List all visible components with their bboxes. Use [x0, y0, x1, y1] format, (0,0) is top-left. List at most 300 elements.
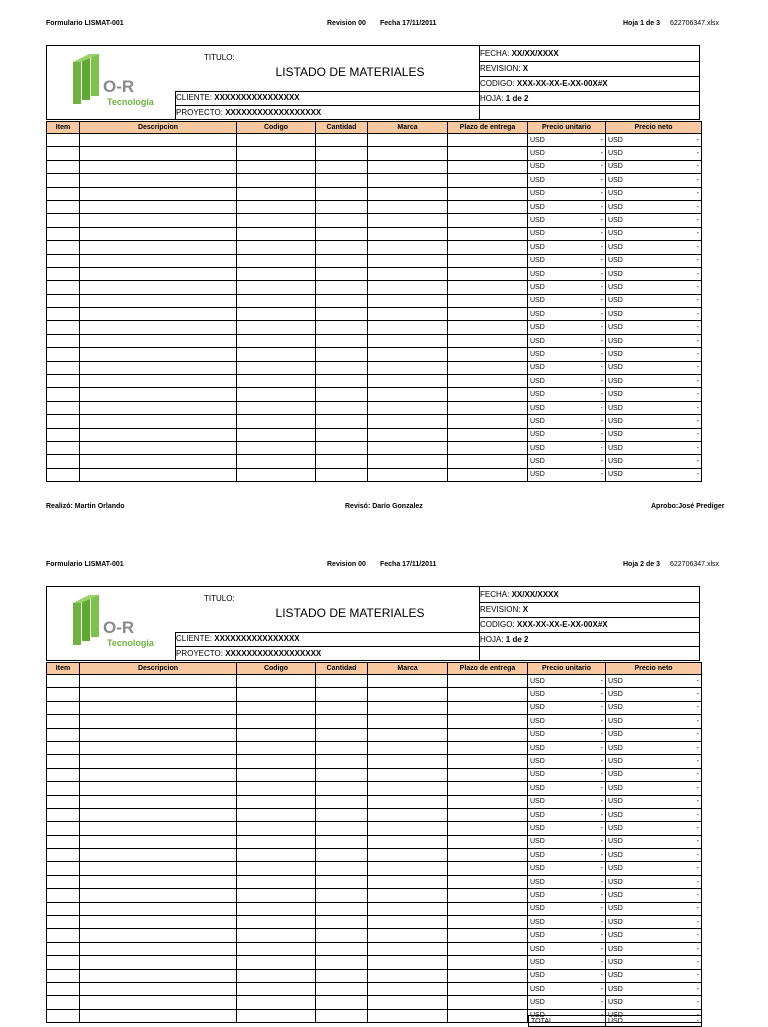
table-cell[interactable]	[47, 428, 80, 441]
table-cell[interactable]	[448, 849, 528, 862]
table-cell[interactable]	[316, 768, 368, 781]
table-cell[interactable]	[316, 675, 368, 688]
table-cell[interactable]: USD -	[528, 348, 606, 361]
table-cell[interactable]: USD -	[528, 147, 606, 160]
table-cell[interactable]	[237, 741, 316, 754]
table-cell[interactable]: USD -	[528, 455, 606, 468]
table-cell[interactable]: USD -	[528, 361, 606, 374]
table-cell[interactable]: USD -	[528, 227, 606, 240]
table-cell[interactable]	[316, 308, 368, 321]
table-cell[interactable]	[80, 388, 237, 401]
table-cell[interactable]	[47, 916, 80, 929]
table-cell[interactable]	[47, 782, 80, 795]
table-cell[interactable]: USD -	[606, 375, 702, 388]
table-cell[interactable]	[368, 254, 448, 267]
table-cell[interactable]	[237, 147, 316, 160]
table-cell[interactable]	[448, 969, 528, 982]
table-cell[interactable]: USD -	[528, 187, 606, 200]
table-cell[interactable]	[368, 1009, 448, 1022]
table-cell[interactable]	[47, 254, 80, 267]
table-cell[interactable]: USD -	[606, 281, 702, 294]
table-cell[interactable]	[47, 147, 80, 160]
table-cell[interactable]: USD -	[528, 916, 606, 929]
table-cell[interactable]	[80, 214, 237, 227]
table-cell[interactable]	[368, 969, 448, 982]
table-cell[interactable]: USD -	[528, 942, 606, 955]
table-cell[interactable]	[47, 835, 80, 848]
table-cell[interactable]	[80, 160, 237, 173]
table-cell[interactable]	[47, 348, 80, 361]
table-cell[interactable]	[237, 227, 316, 240]
table-cell[interactable]	[368, 241, 448, 254]
table-cell[interactable]: USD -	[606, 849, 702, 862]
table-cell[interactable]	[448, 715, 528, 728]
table-cell[interactable]	[237, 795, 316, 808]
table-cell[interactable]	[448, 200, 528, 213]
table-cell[interactable]	[368, 728, 448, 741]
table-cell[interactable]	[316, 956, 368, 969]
table-cell[interactable]	[316, 160, 368, 173]
table-cell[interactable]: USD -	[528, 741, 606, 754]
table-cell[interactable]	[368, 321, 448, 334]
table-cell[interactable]	[368, 822, 448, 835]
table-cell[interactable]	[237, 808, 316, 821]
table-cell[interactable]: USD -	[528, 982, 606, 995]
table-cell[interactable]: USD -	[606, 969, 702, 982]
table-cell[interactable]	[80, 468, 237, 481]
table-cell[interactable]	[80, 401, 237, 414]
table-cell[interactable]	[80, 227, 237, 240]
table-cell[interactable]	[316, 889, 368, 902]
table-cell[interactable]	[237, 849, 316, 862]
table-cell[interactable]	[237, 982, 316, 995]
table-cell[interactable]	[237, 375, 316, 388]
table-cell[interactable]	[368, 134, 448, 147]
table-cell[interactable]	[47, 969, 80, 982]
table-cell[interactable]	[368, 741, 448, 754]
table-cell[interactable]	[316, 808, 368, 821]
table-cell[interactable]	[237, 956, 316, 969]
table-cell[interactable]	[237, 214, 316, 227]
table-cell[interactable]	[237, 267, 316, 280]
table-cell[interactable]: USD -	[606, 308, 702, 321]
table-cell[interactable]	[80, 281, 237, 294]
table-cell[interactable]	[448, 982, 528, 995]
table-cell[interactable]	[80, 741, 237, 754]
table-cell[interactable]: USD -	[528, 862, 606, 875]
table-cell[interactable]: USD -	[606, 755, 702, 768]
table-cell[interactable]	[237, 902, 316, 915]
table-cell[interactable]: USD -	[606, 862, 702, 875]
table-cell[interactable]: USD -	[528, 200, 606, 213]
table-cell[interactable]	[80, 889, 237, 902]
table-cell[interactable]: USD -	[606, 214, 702, 227]
table-cell[interactable]	[80, 241, 237, 254]
table-cell[interactable]: USD -	[528, 835, 606, 848]
table-cell[interactable]	[448, 768, 528, 781]
table-cell[interactable]	[47, 415, 80, 428]
table-cell[interactable]	[316, 361, 368, 374]
table-cell[interactable]	[80, 267, 237, 280]
table-cell[interactable]	[368, 441, 448, 454]
table-cell[interactable]	[368, 388, 448, 401]
table-cell[interactable]	[237, 134, 316, 147]
table-cell[interactable]	[47, 942, 80, 955]
table-cell[interactable]	[237, 441, 316, 454]
table-cell[interactable]	[316, 688, 368, 701]
table-cell[interactable]	[448, 889, 528, 902]
table-cell[interactable]	[368, 227, 448, 240]
table-cell[interactable]	[316, 348, 368, 361]
table-cell[interactable]	[47, 174, 80, 187]
table-cell[interactable]	[80, 1009, 237, 1022]
table-cell[interactable]	[448, 835, 528, 848]
table-cell[interactable]	[448, 822, 528, 835]
table-cell[interactable]	[47, 795, 80, 808]
table-cell[interactable]	[448, 956, 528, 969]
table-cell[interactable]: USD -	[528, 428, 606, 441]
table-cell[interactable]: USD -	[528, 795, 606, 808]
table-cell[interactable]	[316, 862, 368, 875]
table-cell[interactable]: USD -	[528, 768, 606, 781]
table-cell[interactable]	[47, 889, 80, 902]
table-cell[interactable]	[80, 147, 237, 160]
table-cell[interactable]	[368, 929, 448, 942]
table-cell[interactable]: USD -	[528, 902, 606, 915]
table-cell[interactable]	[237, 701, 316, 714]
table-cell[interactable]	[316, 849, 368, 862]
table-cell[interactable]: USD -	[528, 294, 606, 307]
table-cell[interactable]	[368, 808, 448, 821]
table-cell[interactable]: USD -	[606, 455, 702, 468]
table-cell[interactable]	[316, 996, 368, 1009]
table-cell[interactable]: USD -	[606, 334, 702, 347]
table-cell[interactable]	[237, 942, 316, 955]
table-cell[interactable]	[47, 675, 80, 688]
table-cell[interactable]	[316, 755, 368, 768]
table-cell[interactable]	[316, 134, 368, 147]
table-cell[interactable]	[448, 334, 528, 347]
table-cell[interactable]	[368, 455, 448, 468]
table-cell[interactable]	[368, 281, 448, 294]
table-cell[interactable]: USD -	[528, 388, 606, 401]
table-cell[interactable]	[448, 294, 528, 307]
table-cell[interactable]	[80, 134, 237, 147]
table-cell[interactable]	[47, 227, 80, 240]
table-cell[interactable]	[368, 835, 448, 848]
table-cell[interactable]	[80, 808, 237, 821]
table-cell[interactable]	[368, 875, 448, 888]
table-cell[interactable]: USD -	[606, 916, 702, 929]
table-cell[interactable]	[47, 361, 80, 374]
table-cell[interactable]	[316, 1009, 368, 1022]
table-cell[interactable]	[47, 455, 80, 468]
table-cell[interactable]	[47, 688, 80, 701]
table-cell[interactable]: USD -	[528, 715, 606, 728]
table-cell[interactable]	[47, 849, 80, 862]
table-cell[interactable]	[368, 214, 448, 227]
table-cell[interactable]	[316, 254, 368, 267]
table-cell[interactable]	[316, 942, 368, 955]
table-cell[interactable]	[316, 701, 368, 714]
table-cell[interactable]	[316, 441, 368, 454]
table-cell[interactable]	[448, 348, 528, 361]
table-cell[interactable]	[316, 468, 368, 481]
table-cell[interactable]	[80, 768, 237, 781]
table-cell[interactable]	[237, 415, 316, 428]
table-cell[interactable]	[47, 200, 80, 213]
table-cell[interactable]	[448, 808, 528, 821]
table-cell[interactable]	[316, 455, 368, 468]
table-cell[interactable]	[237, 468, 316, 481]
table-cell[interactable]	[368, 715, 448, 728]
table-cell[interactable]	[47, 755, 80, 768]
table-cell[interactable]: USD -	[528, 375, 606, 388]
table-cell[interactable]	[316, 281, 368, 294]
table-cell[interactable]	[448, 902, 528, 915]
table-cell[interactable]: USD -	[606, 200, 702, 213]
table-cell[interactable]	[448, 996, 528, 1009]
table-cell[interactable]	[237, 361, 316, 374]
table-cell[interactable]	[448, 942, 528, 955]
table-cell[interactable]	[448, 160, 528, 173]
table-cell[interactable]	[80, 795, 237, 808]
table-cell[interactable]	[237, 455, 316, 468]
table-cell[interactable]: USD -	[606, 929, 702, 942]
table-cell[interactable]: USD -	[606, 401, 702, 414]
table-cell[interactable]	[47, 294, 80, 307]
table-cell[interactable]	[448, 254, 528, 267]
table-cell[interactable]: USD -	[606, 688, 702, 701]
table-cell[interactable]	[237, 428, 316, 441]
table-cell[interactable]	[368, 375, 448, 388]
table-cell[interactable]	[80, 942, 237, 955]
table-cell[interactable]	[47, 862, 80, 875]
table-cell[interactable]	[316, 929, 368, 942]
table-cell[interactable]: USD -	[528, 415, 606, 428]
table-cell[interactable]	[368, 889, 448, 902]
table-cell[interactable]	[448, 361, 528, 374]
table-cell[interactable]	[448, 441, 528, 454]
table-cell[interactable]	[237, 728, 316, 741]
table-cell[interactable]: USD -	[606, 174, 702, 187]
table-cell[interactable]	[47, 441, 80, 454]
table-cell[interactable]	[80, 455, 237, 468]
table-cell[interactable]	[368, 401, 448, 414]
table-cell[interactable]	[47, 241, 80, 254]
table-cell[interactable]: USD -	[606, 294, 702, 307]
table-cell[interactable]: USD -	[528, 241, 606, 254]
table-cell[interactable]: USD -	[606, 956, 702, 969]
table-cell[interactable]: USD -	[528, 969, 606, 982]
table-cell[interactable]: USD -	[606, 428, 702, 441]
table-cell[interactable]	[316, 415, 368, 428]
table-cell[interactable]: USD -	[528, 281, 606, 294]
table-cell[interactable]	[368, 996, 448, 1009]
table-cell[interactable]	[80, 835, 237, 848]
table-cell[interactable]	[47, 956, 80, 969]
table-cell[interactable]	[80, 375, 237, 388]
table-cell[interactable]	[368, 675, 448, 688]
table-cell[interactable]: USD -	[528, 822, 606, 835]
table-cell[interactable]	[368, 308, 448, 321]
table-cell[interactable]	[47, 308, 80, 321]
table-cell[interactable]	[80, 308, 237, 321]
table-cell[interactable]	[448, 388, 528, 401]
table-cell[interactable]	[448, 782, 528, 795]
table-cell[interactable]	[368, 916, 448, 929]
table-cell[interactable]	[448, 214, 528, 227]
table-cell[interactable]	[80, 929, 237, 942]
table-cell[interactable]	[237, 1009, 316, 1022]
table-cell[interactable]: USD -	[606, 715, 702, 728]
table-cell[interactable]	[47, 334, 80, 347]
table-cell[interactable]	[316, 782, 368, 795]
table-cell[interactable]	[448, 455, 528, 468]
table-cell[interactable]	[47, 375, 80, 388]
table-cell[interactable]: USD -	[606, 808, 702, 821]
table-cell[interactable]: USD -	[528, 956, 606, 969]
table-cell[interactable]: USD -	[528, 468, 606, 481]
table-cell[interactable]	[316, 294, 368, 307]
table-cell[interactable]	[448, 187, 528, 200]
table-cell[interactable]	[47, 160, 80, 173]
table-cell[interactable]: USD -	[606, 795, 702, 808]
table-cell[interactable]: USD -	[528, 267, 606, 280]
table-cell[interactable]	[316, 902, 368, 915]
table-cell[interactable]	[237, 822, 316, 835]
table-cell[interactable]: USD -	[606, 982, 702, 995]
table-cell[interactable]	[368, 428, 448, 441]
table-cell[interactable]	[80, 200, 237, 213]
table-cell[interactable]: USD -	[606, 134, 702, 147]
table-cell[interactable]	[316, 227, 368, 240]
table-cell[interactable]: USD -	[606, 241, 702, 254]
table-cell[interactable]: USD -	[528, 160, 606, 173]
table-cell[interactable]: USD -	[528, 174, 606, 187]
table-cell[interactable]	[237, 916, 316, 929]
table-cell[interactable]	[368, 795, 448, 808]
table-cell[interactable]	[47, 902, 80, 915]
table-cell[interactable]: USD -	[606, 187, 702, 200]
table-cell[interactable]: USD -	[528, 334, 606, 347]
table-cell[interactable]	[448, 147, 528, 160]
table-cell[interactable]	[237, 755, 316, 768]
table-cell[interactable]	[237, 241, 316, 254]
table-cell[interactable]	[237, 388, 316, 401]
table-cell[interactable]: USD -	[606, 996, 702, 1009]
table-cell[interactable]	[237, 254, 316, 267]
table-cell[interactable]	[448, 267, 528, 280]
table-cell[interactable]	[237, 321, 316, 334]
table-cell[interactable]	[316, 334, 368, 347]
table-cell[interactable]: USD -	[606, 441, 702, 454]
table-cell[interactable]	[316, 401, 368, 414]
table-cell[interactable]	[448, 675, 528, 688]
table-cell[interactable]	[80, 982, 237, 995]
table-cell[interactable]	[316, 267, 368, 280]
table-cell[interactable]	[448, 795, 528, 808]
table-cell[interactable]	[448, 375, 528, 388]
table-cell[interactable]: USD -	[528, 675, 606, 688]
table-cell[interactable]	[80, 862, 237, 875]
table-cell[interactable]	[47, 401, 80, 414]
table-cell[interactable]	[368, 862, 448, 875]
table-cell[interactable]	[368, 294, 448, 307]
table-cell[interactable]	[368, 160, 448, 173]
table-cell[interactable]	[80, 294, 237, 307]
table-cell[interactable]	[80, 969, 237, 982]
table-cell[interactable]	[237, 862, 316, 875]
table-cell[interactable]: USD -	[606, 835, 702, 848]
table-cell[interactable]	[80, 782, 237, 795]
table-cell[interactable]	[448, 241, 528, 254]
table-cell[interactable]: USD -	[606, 889, 702, 902]
table-cell[interactable]	[237, 929, 316, 942]
table-cell[interactable]	[237, 675, 316, 688]
table-cell[interactable]: USD -	[606, 468, 702, 481]
table-cell[interactable]	[47, 996, 80, 1009]
table-cell[interactable]	[368, 849, 448, 862]
table-cell[interactable]	[316, 982, 368, 995]
table-cell[interactable]	[80, 361, 237, 374]
table-cell[interactable]	[316, 795, 368, 808]
table-cell[interactable]	[316, 822, 368, 835]
table-cell[interactable]	[316, 241, 368, 254]
table-cell[interactable]	[47, 728, 80, 741]
table-cell[interactable]	[47, 875, 80, 888]
table-cell[interactable]: USD -	[606, 822, 702, 835]
table-cell[interactable]	[368, 701, 448, 714]
table-cell[interactable]	[316, 916, 368, 929]
table-cell[interactable]: USD -	[606, 741, 702, 754]
table-cell[interactable]: USD -	[528, 849, 606, 862]
table-cell[interactable]	[237, 200, 316, 213]
table-cell[interactable]: USD -	[606, 1009, 702, 1022]
table-cell[interactable]	[80, 334, 237, 347]
table-cell[interactable]	[237, 308, 316, 321]
table-cell[interactable]	[80, 415, 237, 428]
table-cell[interactable]	[47, 701, 80, 714]
table-cell[interactable]	[47, 808, 80, 821]
table-cell[interactable]	[368, 348, 448, 361]
table-cell[interactable]	[316, 147, 368, 160]
table-cell[interactable]	[368, 147, 448, 160]
table-cell[interactable]	[47, 321, 80, 334]
table-cell[interactable]	[368, 200, 448, 213]
table-cell[interactable]	[80, 348, 237, 361]
table-cell[interactable]: USD -	[528, 688, 606, 701]
table-cell[interactable]	[237, 688, 316, 701]
table-cell[interactable]	[448, 415, 528, 428]
table-cell[interactable]	[80, 174, 237, 187]
table-cell[interactable]	[316, 715, 368, 728]
table-cell[interactable]: USD -	[528, 214, 606, 227]
table-cell[interactable]: USD -	[606, 227, 702, 240]
table-cell[interactable]: USD -	[606, 942, 702, 955]
table-cell[interactable]	[316, 969, 368, 982]
table-cell[interactable]	[47, 929, 80, 942]
table-cell[interactable]	[368, 768, 448, 781]
table-cell[interactable]	[368, 782, 448, 795]
table-cell[interactable]	[448, 916, 528, 929]
table-cell[interactable]: USD -	[528, 728, 606, 741]
table-cell[interactable]: USD -	[528, 808, 606, 821]
table-cell[interactable]	[316, 741, 368, 754]
table-cell[interactable]	[368, 755, 448, 768]
table-cell[interactable]: USD -	[606, 902, 702, 915]
table-cell[interactable]	[316, 728, 368, 741]
